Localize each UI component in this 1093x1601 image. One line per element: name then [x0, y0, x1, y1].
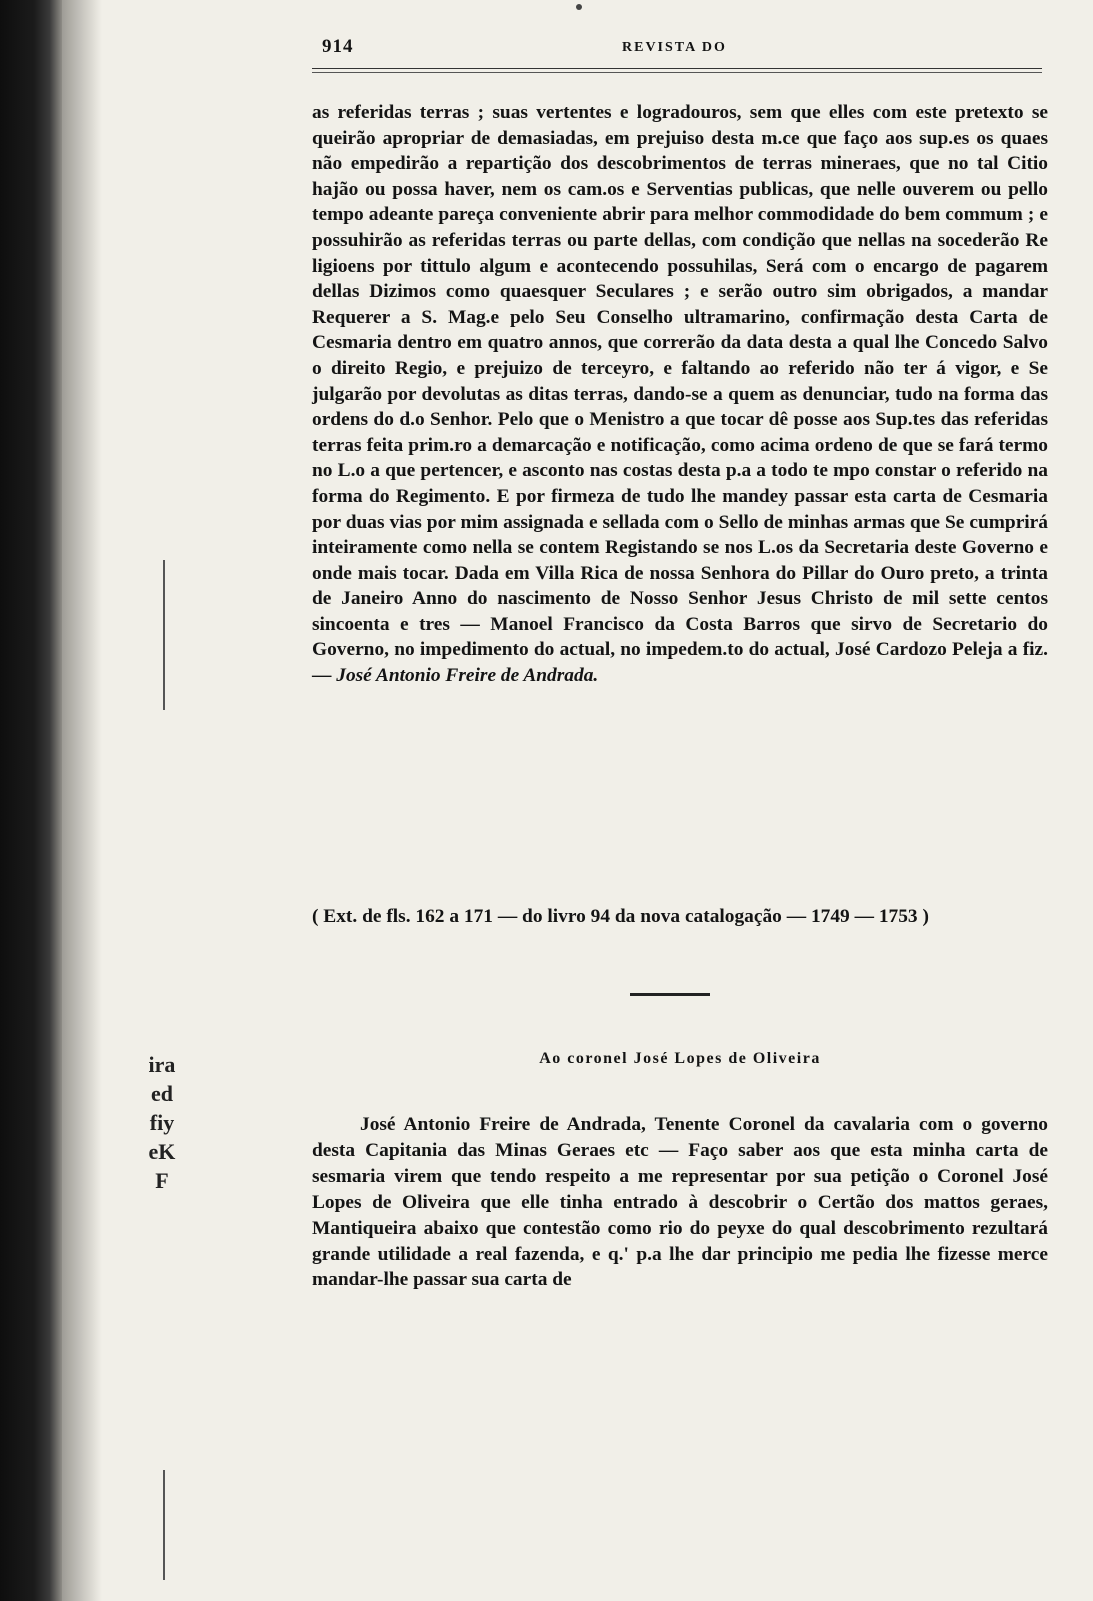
main-paragraph-text: as referidas terras ; suas vertentes e logradouros, sem que elles com este pretexto se queirão apropriar de demasiadas, em prejuiso desta m.ce que faço aos sup.es os quaes não empedirão a repartição dos descobrimentos de terras mineraes, que no tal Citio hajão ou possa haver, nem os cam.os e Serventias publicas, que nelle ouverem ou pello tempo adeante pareça conveniente abrir para melhor commodidade do bem commum ; e possuhirão as referidas terras ou parte dellas, com condição que nellas na socederão Re ligioens por tittulo algum e acontecendo possuhilas, Será com o encargo de pagarem dellas Dizimos como quaesquer Seculares ; e serão outro sim obrigados, a mandar Requerer a S. Mag.e pelo Seu Conselho ultramarino, confirmação desta Carta de Cesmaria dentro em quatro annos, que correrão da data desta a qual lhe Concedo Salvo o direito Regio, e prejuizo de terceyro, e faltando ao referido não ter á vigor, e Se julgarão por devolutas as ditas terras, dando-se a quem as denunciar, tudo na forma das ordens do d.o Senhor. Pelo que o Menistro a que tocar dê posse aos Sup.tes das referidas terras feita prim.ro a demarcação e notificação, como acima ordeno de que se fará termo no L.o a que pertencer, e asconto nas costas desta p.a a todo te mpo constar o referido na forma do Regimento. E por firmeza de tudo lhe mandey passar esta carta de Cesmaria por duas vias por mim assignada e sellada com o Sello de minhas armas que Se cumprirá inteiramente como nella se contem Registando se nos L.os da Secretaria deste Governo e onde mais tocar. Dada em Villa Rica de nossa Senhora do Pillar do Ouro preto, a trinta de Janeiro Anno do nascimento de Nosso Senhor Jesus Christo de mil sette centos sincoenta e tres — Manoel Francisco da Costa Barros que sirvo de Secretario do Governo, no impedimento do actual, no impedem.to do actual, José Cardozo Peleja a fiz. — [312, 102, 1048, 687]
book-gutter [0, 0, 62, 1601]
header-rule [312, 68, 1042, 73]
section-divider [630, 993, 710, 996]
main-text-block [312, 100, 1048, 689]
facing-page-rule-2 [163, 1470, 165, 1580]
main-paragraph [312, 100, 1048, 689]
facing-page-bleed: iraedfiyeKF [148, 1052, 176, 1193]
running-head: REVISTA DO [622, 40, 727, 55]
signature: José Antonio Freire de Andrada. [336, 665, 599, 687]
section-paragraph: José Antonio Freire de Andrada, Tenente Coronel da cavalaria com o governo desta Capitania das Minas Geraes etc — Faço saber aos que esta minha carta de sesmaria virem que tendo respeito a me representar por sua petição o Coronel José Lopes de Oliveira que elle tinha entrado à descobrir o Certão dos mattos geraes, Mantiqueira abaixo que contestão como rio do peyxe do qual descobrimento rezultará grande utilidade a real fazenda, e q.' p.a lhe dar principio me pedia lhe fizesse merce mandar-lhe passar sua carta de [312, 1114, 1048, 1291]
facing-page-rule [163, 560, 165, 710]
source-citation: ( Ext. de fls. 162 a 171 — do livro 94 da nova catalogação — 1749 — 1753 ) [312, 906, 929, 927]
page-number: 914 [322, 36, 354, 57]
page-header [322, 36, 1042, 66]
section-title: Ao coronel José Lopes de Oliveira [539, 1050, 821, 1067]
print-speck [576, 4, 582, 10]
gutter-shadow [62, 0, 102, 1601]
section-text-block [312, 1112, 1048, 1293]
